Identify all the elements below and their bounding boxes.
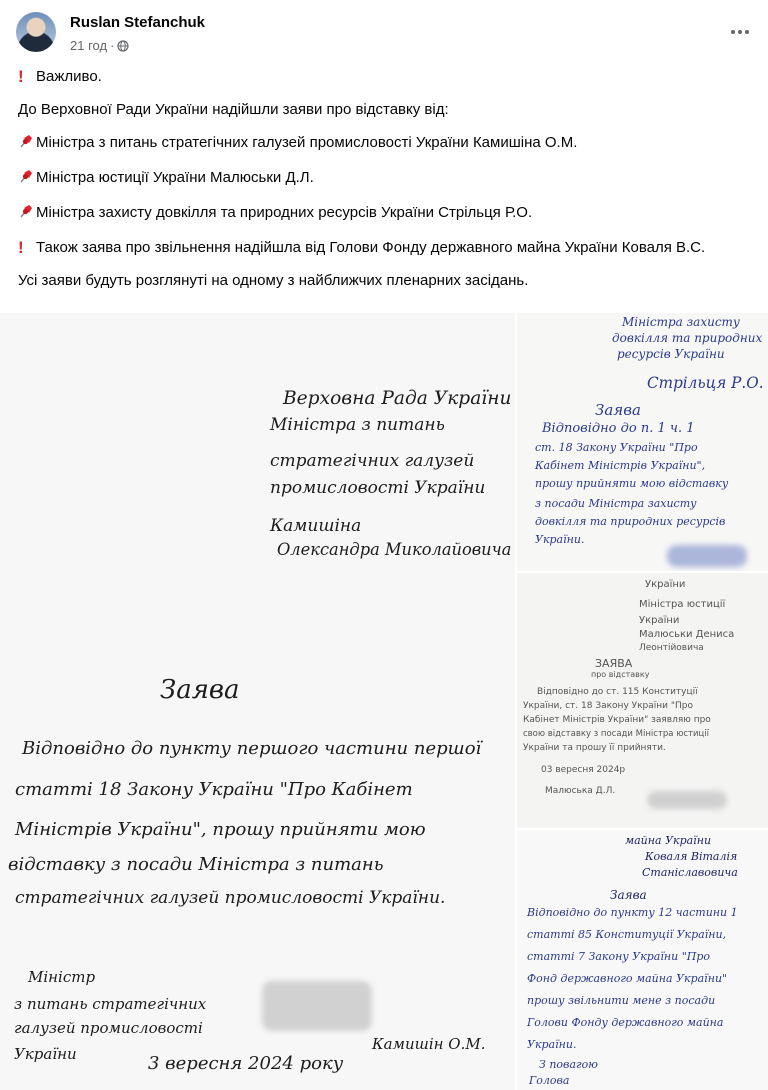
doc-line: Міністра юстиції [639, 599, 726, 610]
doc-line: Відповідно до ст. 115 Конституції [537, 687, 698, 697]
post-line: Міністра захисту довкілля та природних ресурсів України Стрільця Р.О. [18, 203, 738, 225]
doc-line: Кабінет Міністрів України", [535, 459, 706, 472]
doc-line: Міністрів України", прошу прийняти мою [15, 819, 426, 840]
doc-line: промисловості України [270, 478, 486, 498]
exclamation-icon: ! [18, 67, 24, 86]
doc-line: Малюськи Дениса [639, 629, 735, 640]
doc-line: з посади Міністра захисту [535, 497, 697, 510]
doc-line: Відповідно до п. 1 ч. 1 [542, 421, 695, 436]
doc-line: ст. 18 Закону України "Про [535, 441, 698, 454]
doc-line: довкілля та природних ресурсів [535, 515, 726, 528]
more-options-icon[interactable] [728, 20, 752, 44]
doc-line: України [639, 615, 680, 626]
doc-addressee: Верховна Рада України [283, 387, 512, 409]
post-meta: 21 год · [70, 38, 129, 53]
doc-date: 3 вересня 2024 року [148, 1053, 344, 1074]
doc-line: статті 85 Конституції України, [527, 928, 727, 941]
doc-line: З повагою [539, 1058, 598, 1071]
doc-line: України [645, 579, 686, 590]
exclamation-icon: ! [18, 238, 24, 257]
doc-line: Голова [529, 1074, 570, 1087]
doc-line: Стрільця Р.О. [647, 373, 764, 392]
doc-line: Станіславовича [642, 866, 738, 879]
doc-line: Олександра Миколайовича [277, 540, 512, 560]
doc-line: Міністра захисту [622, 315, 740, 329]
doc-line: стратегічних галузей [270, 451, 475, 471]
post-text [18, 67, 738, 304]
doc-line: Ковaля Віталія [645, 850, 738, 863]
document-image-justice[interactable] [517, 573, 768, 828]
doc-title: Заява [610, 888, 647, 902]
document-image-ecology[interactable] [517, 313, 768, 571]
doc-name: Малюська Д.Л. [545, 786, 616, 796]
doc-line: статті 18 Закону України "Про Кабінет [15, 779, 413, 800]
doc-line: прошу прийняти мою відставку [535, 477, 729, 490]
doc-line: Фонд державного майна України" [527, 972, 728, 985]
post-header [16, 12, 752, 60]
doc-line: Леонтійовича [639, 643, 704, 653]
doc-line: свою відставку з посади Міністра юстиції [523, 729, 710, 739]
doc-title: Заява [595, 401, 641, 419]
blurred-signature [262, 981, 372, 1031]
author-name[interactable]: Ruslan Stefanchuk [70, 14, 206, 31]
post-line: До Верховної Ради України надійшли заяви про відставку від: [18, 101, 449, 118]
doc-line: України. [535, 533, 585, 546]
doc-subtitle: про відставку [591, 670, 650, 679]
doc-line: прошу звільнити мене з посади [527, 994, 716, 1007]
doc-line: Міністра з питань [270, 415, 445, 435]
blurred-signature [667, 545, 747, 567]
post-time[interactable]: 21 год [70, 38, 108, 53]
doc-line: відставку з посади Міністра з питань [8, 854, 384, 875]
post-line: ! Також заява про звільнення надійшла від Голови Фонду державного майна України Коваля В.С. [18, 238, 706, 257]
post-line: Міністра юстиції України Малюськи Д.Л. [18, 168, 738, 190]
blurred-signature [647, 791, 727, 809]
doc-line: Відповідно до пункту першого частини першої [22, 738, 482, 759]
doc-line: Камишіна [270, 516, 362, 536]
doc-date: 03 вересня 2024р [541, 765, 626, 775]
doc-line: стратегічних галузей промисловості України. [15, 888, 446, 908]
pushpin-icon [18, 168, 36, 190]
doc-line: галузей промисловості [14, 1019, 203, 1037]
globe-icon[interactable] [117, 40, 129, 52]
avatar[interactable] [16, 12, 56, 52]
document-image-property-fund[interactable] [517, 830, 768, 1090]
doc-line: України та прошу її прийняти. [523, 743, 666, 753]
doc-line: України [14, 1045, 77, 1063]
doc-line: майна України [625, 834, 712, 847]
doc-line: статті 7 Закону України "Про [527, 950, 711, 963]
doc-line: Міністр [28, 968, 96, 986]
doc-line: України, ст. 18 Закону України "Про [523, 701, 693, 711]
post-line: Міністра з питань стратегічних галузей промисловості України Камишіна О.М. [18, 133, 738, 155]
document-image-main[interactable] [0, 313, 515, 1090]
doc-line: Відповідно до пункту 12 частини 1 [527, 906, 738, 919]
pushpin-icon [18, 133, 36, 155]
doc-line: довкілля та природних [612, 331, 763, 345]
doc-line: Кабінет Міністрів України" заявляю про [523, 715, 711, 725]
post-images[interactable] [0, 313, 768, 1090]
post-line: Усі заяви будуть розглянуті на одному з найближчих пленарних засідань. [18, 272, 529, 289]
doc-name: Камишін О.М. [372, 1035, 486, 1053]
doc-line: з питань стратегічних [14, 995, 207, 1013]
post-line: ! Важливо. [18, 67, 102, 86]
doc-line: України. [527, 1038, 577, 1051]
doc-title: Заява [160, 675, 240, 705]
pushpin-icon [18, 203, 36, 225]
doc-title: ЗАЯВА [595, 657, 633, 670]
doc-line: ресурсів України [617, 347, 725, 361]
doc-line: Голови Фонду державного майна [527, 1016, 724, 1029]
